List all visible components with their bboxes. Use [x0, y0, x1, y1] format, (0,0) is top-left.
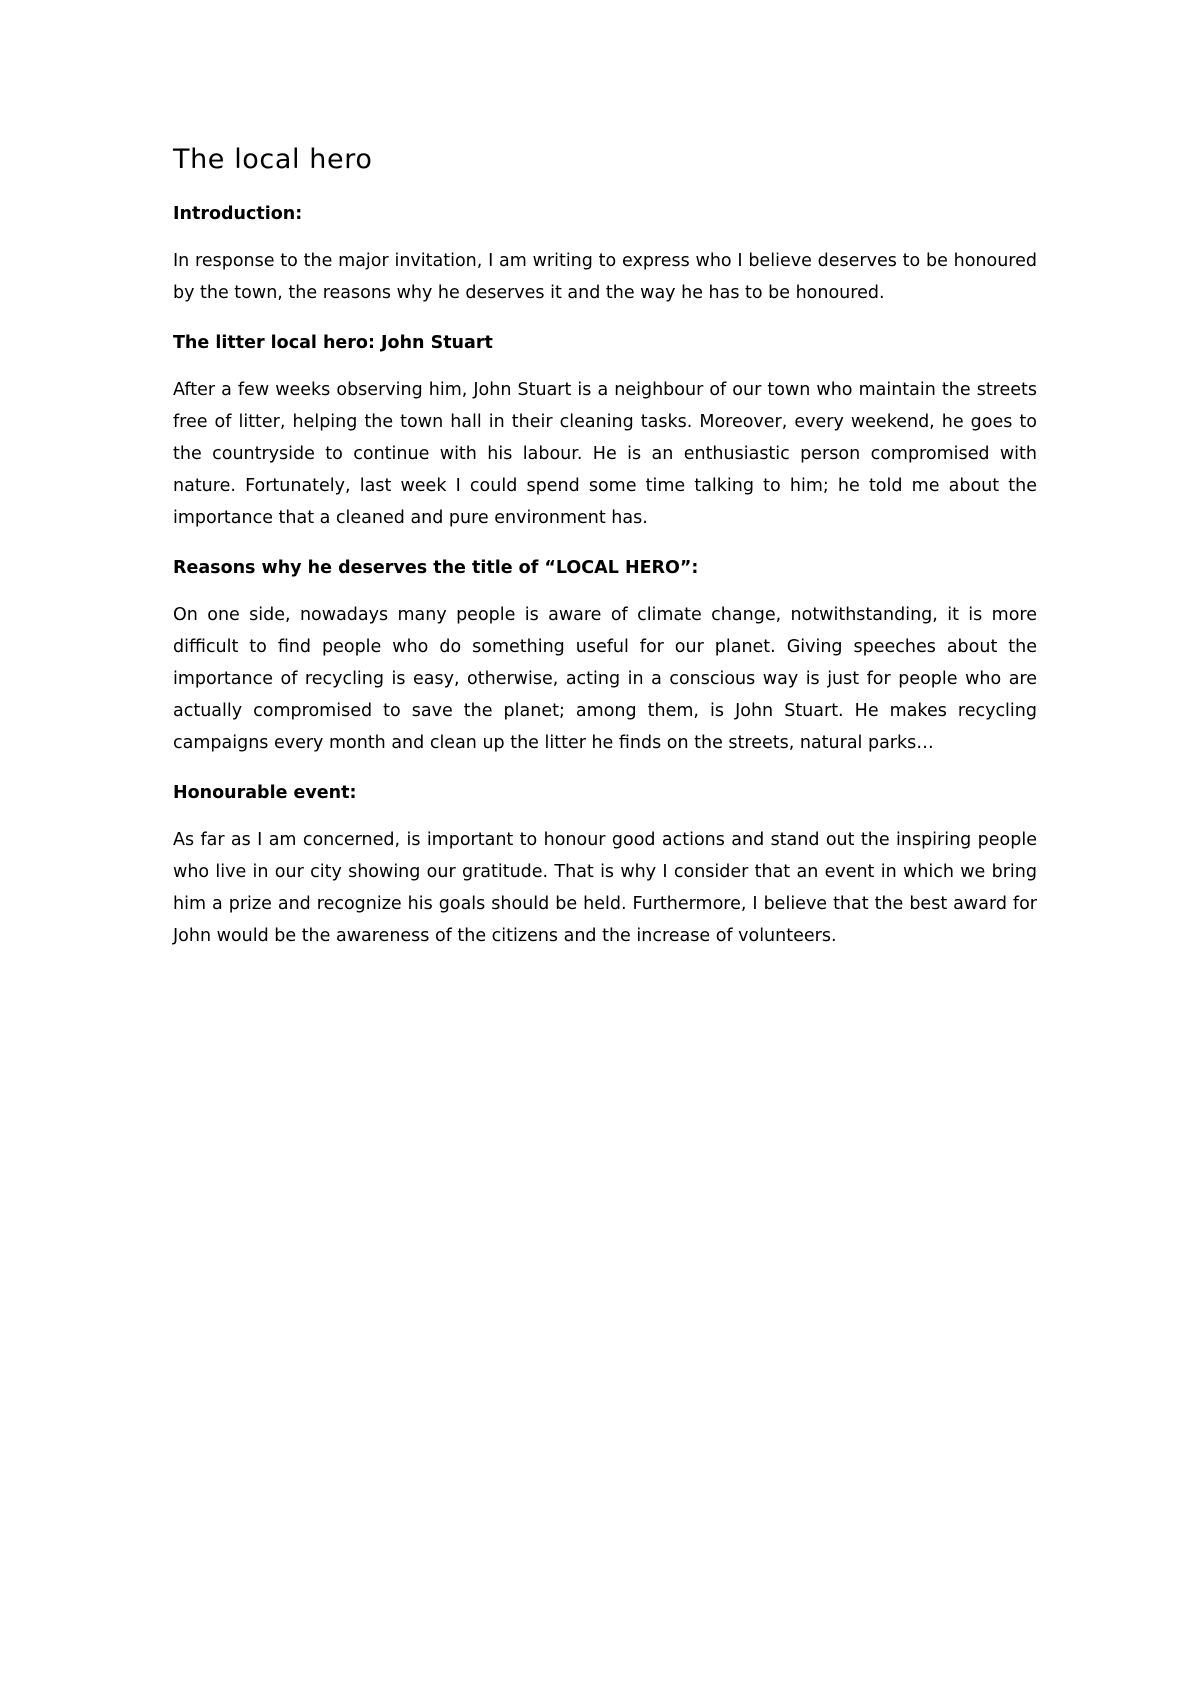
section-paragraph-reasons: On one side, nowadays many people is aware of climate change, notwithstanding, it is more difficult to find people who do something useful for our planet. Giving speeches about the importance of recycling is easy, otherwise, acting in a conscious way is just for people who are actually compromised to save the planet; among them, is John Stuart. He makes recycling campaigns every month and clean up the litter he finds on the streets, natural parks…	[173, 605, 1037, 753]
section-paragraph-introduction: In response to the major invitation, I am writing to express who I believe deserves to be honoured by the town, the reasons why he deserves it and the way he has to be honoured.	[173, 251, 1037, 303]
section-paragraph-local-hero: After a few weeks observing him, John Stuart is a neighbour of our town who maintain the streets free of litter, helping the town hall in their cleaning tasks. Moreover, every weekend, he goes to the countryside to continue with his labour. He is an enthusiastic person compromised with nature. Fortunately, last week I could spend some time talking to him; he told me about the importance that a cleaned and pure environment has.	[173, 380, 1037, 528]
section-heading-introduction: Introduction:	[173, 204, 303, 224]
document-body	[173, 138, 1037, 972]
section-paragraph-honourable-event: As far as I am concerned, is important to honour good actions and stand out the inspiring people who live in our city showing our gratitude. That is why I consider that an event in which we bring him a prize and recognize his goals should be held. Furthermore, I believe that the best award for John would be the awareness of the citizens and the increase of volunteers.	[173, 830, 1037, 946]
document-title: The local hero	[173, 144, 373, 175]
section-heading-honourable-event: Honourable event:	[173, 783, 357, 803]
section-heading-reasons: Reasons why he deserves the title of “LOCAL HERO”:	[173, 558, 699, 578]
section-heading-local-hero: The litter local hero: John Stuart	[173, 333, 493, 353]
